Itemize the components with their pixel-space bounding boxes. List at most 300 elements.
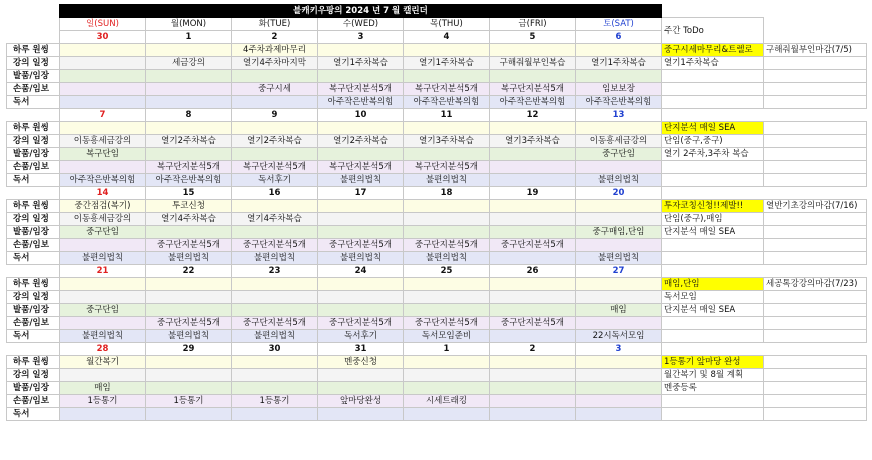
weekly-note[interactable] <box>764 382 867 395</box>
calendar-cell[interactable]: 월간복기 <box>60 356 146 369</box>
calendar-cell[interactable]: 독서모임준비 <box>404 330 490 343</box>
calendar-cell[interactable]: 4주차과제마무리 <box>232 44 318 57</box>
weekly-note[interactable] <box>764 148 867 161</box>
calendar-cell[interactable] <box>232 200 318 213</box>
calendar-cell[interactable]: 열기2주차복습 <box>146 135 232 148</box>
weekly-todo-item[interactable] <box>662 330 764 343</box>
calendar-cell[interactable] <box>490 291 576 304</box>
note-header-blank <box>764 18 867 31</box>
calendar-cell[interactable]: 열기2주차복습 <box>318 135 404 148</box>
date-cell[interactable]: 1 <box>146 31 232 44</box>
calendar-cell[interactable]: 불편의법칙 <box>146 330 232 343</box>
calendar-cell[interactable] <box>490 330 576 343</box>
activity-row <box>7 252 867 265</box>
calendar-cell[interactable]: 중구단임 <box>576 148 662 161</box>
calendar-cell[interactable] <box>404 278 490 291</box>
calendar-cell[interactable]: 중구단임 <box>60 226 146 239</box>
calendar-cell[interactable]: 중구단지분석5개 <box>318 239 404 252</box>
row-label: 독서 <box>7 96 60 109</box>
calendar-cell[interactable]: 앞마당완성 <box>318 395 404 408</box>
calendar-cell[interactable]: 중구단임 <box>60 304 146 317</box>
calendar-table <box>6 4 867 421</box>
row-label: 발품/임장 <box>7 148 60 161</box>
calendar-cell[interactable] <box>232 291 318 304</box>
weekly-note[interactable] <box>764 317 867 330</box>
calendar-cell[interactable]: 복구단지분석5개 <box>404 83 490 96</box>
calendar-cell[interactable] <box>232 382 318 395</box>
date-cell[interactable]: 11 <box>404 109 490 122</box>
row-label: 발품/임장 <box>7 304 60 317</box>
calendar-cell[interactable] <box>60 369 146 382</box>
calendar-cell[interactable]: 열기4주차복습 <box>232 213 318 226</box>
calendar-cell[interactable]: 불편의법칙 <box>576 252 662 265</box>
calendar-cell[interactable]: 중구매임,단임 <box>576 226 662 239</box>
calendar-cell[interactable] <box>490 148 576 161</box>
weekly-note[interactable] <box>764 96 867 109</box>
calendar-cell[interactable]: 중구단지분석5개 <box>146 239 232 252</box>
calendar-cell[interactable] <box>404 148 490 161</box>
weekly-note[interactable] <box>764 395 867 408</box>
calendar-cell[interactable] <box>490 174 576 187</box>
calendar-cell[interactable] <box>318 44 404 57</box>
activity-row <box>7 317 867 330</box>
calendar-cell[interactable] <box>146 408 232 421</box>
calendar-cell[interactable] <box>60 44 146 57</box>
calendar-cell[interactable]: 중구단지분석5개 <box>404 239 490 252</box>
calendar-cell[interactable] <box>576 356 662 369</box>
row-label: 하루 원씽 <box>7 122 60 135</box>
calendar-cell[interactable] <box>490 369 576 382</box>
weekly-todo-item[interactable]: 매임,단임 <box>662 278 764 291</box>
calendar-cell[interactable] <box>490 213 576 226</box>
date-cell[interactable]: 7 <box>60 109 146 122</box>
date-cell[interactable]: 24 <box>318 265 404 278</box>
calendar-cell[interactable] <box>146 122 232 135</box>
calendar-cell[interactable] <box>404 382 490 395</box>
calendar-cell[interactable] <box>60 408 146 421</box>
calendar-cell[interactable] <box>576 408 662 421</box>
calendar-cell[interactable] <box>60 239 146 252</box>
weekly-note[interactable] <box>764 356 867 369</box>
calendar-cell[interactable] <box>146 369 232 382</box>
date-cell[interactable]: 3 <box>318 31 404 44</box>
calendar-cell[interactable] <box>490 356 576 369</box>
note-blank <box>764 265 867 278</box>
title-right-blank <box>662 5 867 18</box>
calendar-cell[interactable] <box>490 252 576 265</box>
calendar-cell[interactable] <box>60 291 146 304</box>
corner-blank <box>7 5 60 18</box>
calendar-cell[interactable]: 열기1주차복습 <box>576 57 662 70</box>
calendar-cell[interactable] <box>490 408 576 421</box>
activity-row <box>7 213 867 226</box>
todo-blank <box>662 109 764 122</box>
calendar-cell[interactable] <box>576 369 662 382</box>
date-cell[interactable]: 1 <box>404 343 490 356</box>
calendar-cell[interactable]: 중구단지분석5개 <box>490 239 576 252</box>
date-cell[interactable]: 23 <box>232 265 318 278</box>
weekly-todo-item[interactable]: 멘중등록 <box>662 382 764 395</box>
date-cell[interactable]: 15 <box>146 187 232 200</box>
calendar-cell[interactable] <box>404 226 490 239</box>
calendar-cell[interactable]: 복구단지분석5개 <box>404 161 490 174</box>
note-blank <box>764 187 867 200</box>
calendar-cell[interactable] <box>146 304 232 317</box>
calendar-cell[interactable] <box>404 291 490 304</box>
calendar-cell[interactable] <box>232 369 318 382</box>
weekly-todo-item[interactable] <box>662 83 764 96</box>
row-label: 하루 원씽 <box>7 44 60 57</box>
calendar-cell[interactable]: 아주작은반복의힘 <box>490 96 576 109</box>
calendar-cell[interactable] <box>318 148 404 161</box>
calendar-cell[interactable]: 구해줘월부인복습 <box>490 57 576 70</box>
calendar-cell[interactable] <box>404 44 490 57</box>
weekly-todo-item[interactable]: 1등통기 앞마당 완성 <box>662 356 764 369</box>
date-cell[interactable]: 26 <box>490 265 576 278</box>
date-cell[interactable]: 12 <box>490 109 576 122</box>
calendar-cell[interactable]: 복구단지분석5개 <box>318 161 404 174</box>
activity-row <box>7 395 867 408</box>
calendar-cell[interactable] <box>576 291 662 304</box>
weekly-note[interactable] <box>764 161 867 174</box>
activity-row <box>7 369 867 382</box>
weekly-todo-item[interactable] <box>662 96 764 109</box>
calendar-cell[interactable]: 불편의법칙 <box>318 174 404 187</box>
calendar-cell[interactable]: 복구단지분석5개 <box>146 161 232 174</box>
calendar-cell[interactable] <box>146 356 232 369</box>
activity-row <box>7 356 867 369</box>
calendar-cell[interactable]: 복구단지분석5개 <box>490 83 576 96</box>
calendar-cell[interactable] <box>404 70 490 83</box>
date-cell[interactable]: 16 <box>232 187 318 200</box>
calendar-cell[interactable] <box>318 369 404 382</box>
calendar-cell[interactable] <box>60 57 146 70</box>
weekly-note[interactable] <box>764 70 867 83</box>
calendar-cell[interactable]: 독서후기 <box>232 174 318 187</box>
weekly-todo-item[interactable]: 단지분석 매일 SEA <box>662 122 764 135</box>
calendar-cell[interactable]: 불편의법칙 <box>576 174 662 187</box>
calendar-cell[interactable] <box>576 122 662 135</box>
date-cell[interactable]: 9 <box>232 109 318 122</box>
calendar-cell[interactable]: 아주작은반복의힘 <box>60 174 146 187</box>
calendar-cell[interactable] <box>576 44 662 57</box>
calendar-cell[interactable] <box>60 161 146 174</box>
calendar-cell[interactable] <box>60 122 146 135</box>
calendar-cell[interactable]: 열기1주차복습 <box>318 57 404 70</box>
row-label: 발품/임장 <box>7 382 60 395</box>
date-cell[interactable]: 21 <box>60 265 146 278</box>
weekly-todo-item[interactable] <box>662 252 764 265</box>
calendar-cell[interactable]: 열기3주차복습 <box>404 135 490 148</box>
weekly-todo-item[interactable] <box>662 395 764 408</box>
calendar-cell[interactable]: 불편의법칙 <box>404 174 490 187</box>
calendar-cell[interactable]: 복구단지분석5개 <box>232 161 318 174</box>
weekly-todo-item[interactable]: 투자코칭신청!!제발!! <box>662 200 764 213</box>
calendar-cell[interactable]: 아주작은반복의힘 <box>576 96 662 109</box>
calendar-cell[interactable]: 세금강의 <box>146 57 232 70</box>
date-cell[interactable]: 4 <box>404 31 490 44</box>
date-cell[interactable]: 29 <box>146 343 232 356</box>
calendar-cell[interactable] <box>146 70 232 83</box>
calendar-cell[interactable]: 불편의법칙 <box>146 252 232 265</box>
weekly-todo-item[interactable]: 단지분석 매일 SEA <box>662 226 764 239</box>
date-cell[interactable]: 25 <box>404 265 490 278</box>
weekly-todo-item[interactable] <box>662 174 764 187</box>
row-label: 발품/임장 <box>7 70 60 83</box>
calendar-cell[interactable]: 독서후기 <box>318 330 404 343</box>
calendar-cell[interactable] <box>60 317 146 330</box>
weekly-note[interactable] <box>764 135 867 148</box>
calendar-cell[interactable] <box>146 382 232 395</box>
calendar-cell[interactable] <box>576 317 662 330</box>
date-cell[interactable]: 17 <box>318 187 404 200</box>
calendar-cell[interactable]: 불편의법칙 <box>404 252 490 265</box>
calendar-cell[interactable] <box>318 226 404 239</box>
calendar-cell[interactable] <box>60 96 146 109</box>
calendar-cell[interactable] <box>146 44 232 57</box>
calendar-cell[interactable] <box>318 291 404 304</box>
calendar-cell[interactable] <box>232 70 318 83</box>
weekly-todo-item[interactable]: 단임(중구,중구) <box>662 135 764 148</box>
calendar-cell[interactable] <box>60 70 146 83</box>
calendar-cell[interactable]: 멘중신청 <box>318 356 404 369</box>
weekly-note[interactable] <box>764 304 867 317</box>
calendar-cell[interactable]: 1등통기 <box>146 395 232 408</box>
calendar-cell[interactable] <box>490 44 576 57</box>
weekly-note[interactable] <box>764 57 867 70</box>
weekly-note[interactable] <box>764 174 867 187</box>
calendar-cell[interactable] <box>232 278 318 291</box>
calendar-cell[interactable]: 중구단지분석5개 <box>404 317 490 330</box>
calendar-cell[interactable] <box>318 70 404 83</box>
calendar-cell[interactable] <box>146 96 232 109</box>
calendar-cell[interactable] <box>146 83 232 96</box>
weekly-todo-item[interactable] <box>662 239 764 252</box>
calendar-cell[interactable] <box>318 382 404 395</box>
activity-row <box>7 83 867 96</box>
calendar-cell[interactable] <box>404 213 490 226</box>
calendar-cell[interactable]: 불편의법칙 <box>60 330 146 343</box>
calendar-cell[interactable]: 열기4주차복습 <box>146 213 232 226</box>
calendar-cell[interactable] <box>576 395 662 408</box>
weekly-note[interactable] <box>764 213 867 226</box>
weekly-note[interactable] <box>764 408 867 421</box>
calendar-cell[interactable] <box>576 382 662 395</box>
date-cell[interactable]: 2 <box>232 31 318 44</box>
calendar-cell[interactable]: 아주작은반복의힘 <box>318 96 404 109</box>
calendar-cell[interactable]: 중구단지분석5개 <box>490 317 576 330</box>
calendar-cell[interactable] <box>232 356 318 369</box>
calendar-cell[interactable] <box>146 148 232 161</box>
weekly-todo-item[interactable] <box>662 70 764 83</box>
calendar-cell[interactable]: 1등통기 <box>232 395 318 408</box>
calendar-cell[interactable] <box>404 369 490 382</box>
calendar-cell[interactable] <box>404 408 490 421</box>
weekly-note[interactable] <box>764 330 867 343</box>
calendar-cell[interactable] <box>232 304 318 317</box>
calendar-cell[interactable] <box>576 213 662 226</box>
calendar-cell[interactable]: 불편의법칙 <box>318 252 404 265</box>
calendar-cell[interactable]: 열기2주차복습 <box>232 135 318 148</box>
weekly-todo-item[interactable]: 월간복기 및 8월 계획 <box>662 369 764 382</box>
date-cell[interactable]: 18 <box>404 187 490 200</box>
calendar-cell[interactable] <box>404 304 490 317</box>
calendar-cell[interactable]: 복구단지분석5개 <box>318 83 404 96</box>
date-cell[interactable]: 6 <box>576 31 662 44</box>
weekly-note[interactable] <box>764 291 867 304</box>
activity-row <box>7 304 867 317</box>
weekly-todo-item[interactable]: 열기1주차복습 <box>662 57 764 70</box>
weekly-todo-item[interactable] <box>662 161 764 174</box>
calendar-cell[interactable] <box>490 122 576 135</box>
weekly-note[interactable] <box>764 252 867 265</box>
calendar-cell[interactable] <box>490 226 576 239</box>
calendar-cell[interactable] <box>232 148 318 161</box>
calendar-cell[interactable]: 이동흥세금강의 <box>576 135 662 148</box>
weekly-todo-item[interactable] <box>662 317 764 330</box>
weekly-todo-item[interactable]: 독서모임 <box>662 291 764 304</box>
calendar-cell[interactable] <box>404 200 490 213</box>
calendar-cell[interactable] <box>318 408 404 421</box>
calendar-cell[interactable] <box>490 278 576 291</box>
calendar-cell[interactable]: 열기1주차복습 <box>404 57 490 70</box>
weekly-todo-item[interactable]: 열기 2주차,3주차 복습 <box>662 148 764 161</box>
calendar-cell[interactable] <box>404 356 490 369</box>
weekly-note[interactable] <box>764 239 867 252</box>
activity-row <box>7 200 867 213</box>
activity-row <box>7 239 867 252</box>
date-cell[interactable]: 22 <box>146 265 232 278</box>
calendar-cell[interactable] <box>318 304 404 317</box>
calendar-cell[interactable]: 이동흥세금강의 <box>60 213 146 226</box>
date-cell[interactable]: 27 <box>576 265 662 278</box>
calendar-cell[interactable]: 시세트래킹 <box>404 395 490 408</box>
calendar-cell[interactable] <box>576 239 662 252</box>
day-header: 목(THU) <box>404 18 490 31</box>
activity-row <box>7 408 867 421</box>
calendar-cell[interactable] <box>404 122 490 135</box>
calendar-cell[interactable] <box>146 291 232 304</box>
calendar-cell[interactable] <box>576 70 662 83</box>
weekly-note[interactable] <box>764 122 867 135</box>
calendar-cell[interactable]: 투코신청 <box>146 200 232 213</box>
row-label: 손품/임보 <box>7 317 60 330</box>
date-cell[interactable]: 3 <box>576 343 662 356</box>
calendar-cell[interactable]: 중구단지분석5개 <box>232 239 318 252</box>
date-cell[interactable]: 13 <box>576 109 662 122</box>
calendar-cell[interactable] <box>232 408 318 421</box>
calendar-cell[interactable]: 중구단지분석5개 <box>318 317 404 330</box>
date-cell[interactable]: 14 <box>60 187 146 200</box>
calendar-cell[interactable] <box>232 226 318 239</box>
date-cell[interactable]: 2 <box>490 343 576 356</box>
calendar-cell[interactable] <box>146 226 232 239</box>
calendar-cell[interactable]: 매임 <box>60 382 146 395</box>
day-header: 금(FRI) <box>490 18 576 31</box>
date-cell[interactable]: 10 <box>318 109 404 122</box>
activity-row <box>7 382 867 395</box>
weekly-todo-item[interactable]: 단임(중구),매임 <box>662 213 764 226</box>
calendar-cell[interactable]: 이동흥세금강의 <box>60 135 146 148</box>
calendar-cell[interactable] <box>490 70 576 83</box>
calendar-cell[interactable] <box>490 395 576 408</box>
calendar-cell[interactable] <box>490 200 576 213</box>
calendar-cell[interactable] <box>232 96 318 109</box>
calendar-cell[interactable]: 열기3주차복습 <box>490 135 576 148</box>
calendar-cell[interactable] <box>576 278 662 291</box>
calendar-cell[interactable] <box>576 161 662 174</box>
calendar-cell[interactable]: 열기4주차마지막 <box>232 57 318 70</box>
calendar-cell[interactable] <box>318 213 404 226</box>
weekly-todo-item[interactable]: 단지분석 매일 SEA <box>662 304 764 317</box>
calendar-cell[interactable]: 아주작은반복의힘 <box>146 174 232 187</box>
calendar-cell[interactable]: 1등통기 <box>60 395 146 408</box>
row-label: 강의 일정 <box>7 57 60 70</box>
date-cell[interactable]: 31 <box>318 343 404 356</box>
calendar-cell[interactable]: 불편의법칙 <box>232 330 318 343</box>
calendar-cell[interactable] <box>232 122 318 135</box>
weekly-note[interactable]: 세공톡강강의마감(7/23) <box>764 278 867 291</box>
calendar-cell[interactable]: 22시독서모임 <box>576 330 662 343</box>
date-cell[interactable]: 28 <box>60 343 146 356</box>
calendar-cell[interactable] <box>60 278 146 291</box>
row-label: 강의 일정 <box>7 291 60 304</box>
row-label: 손품/임보 <box>7 239 60 252</box>
calendar-cell[interactable] <box>60 83 146 96</box>
calendar-cell[interactable]: 임보보장 <box>576 83 662 96</box>
calendar-cell[interactable] <box>146 278 232 291</box>
activity-row <box>7 122 867 135</box>
date-cell[interactable]: 5 <box>490 31 576 44</box>
calendar-cell[interactable]: 매임 <box>576 304 662 317</box>
weekly-note[interactable] <box>764 83 867 96</box>
calendar-cell[interactable] <box>318 278 404 291</box>
weekly-note[interactable]: 열반기초강의마감(7/16) <box>764 200 867 213</box>
date-cell[interactable]: 20 <box>576 187 662 200</box>
weekly-note[interactable]: 구해줘월부인마감(7/5) <box>764 44 867 57</box>
row-label: 강의 일정 <box>7 369 60 382</box>
calendar-cell[interactable] <box>490 382 576 395</box>
calendar-cell[interactable]: 중구단지분석5개 <box>146 317 232 330</box>
calendar-cell[interactable] <box>576 200 662 213</box>
calendar-cell[interactable]: 복구단임 <box>60 148 146 161</box>
weekly-note[interactable] <box>764 369 867 382</box>
date-cell[interactable]: 30 <box>232 343 318 356</box>
weekly-note[interactable] <box>764 226 867 239</box>
activity-row <box>7 57 867 70</box>
weekly-todo-item[interactable]: 중구시세마무리&트렐로 <box>662 44 764 57</box>
date-cell[interactable]: 30 <box>60 31 146 44</box>
day-header: 일(SUN) <box>60 18 146 31</box>
activity-row <box>7 174 867 187</box>
calendar-cell[interactable] <box>318 200 404 213</box>
calendar-cell[interactable]: 중구시세 <box>232 83 318 96</box>
calendar-cell[interactable]: 불편의법칙 <box>60 252 146 265</box>
date-cell[interactable]: 19 <box>490 187 576 200</box>
calendar-cell[interactable]: 중구단지분석5개 <box>232 317 318 330</box>
calendar-cell[interactable]: 중간점검(복기) <box>60 200 146 213</box>
calendar-cell[interactable] <box>318 122 404 135</box>
calendar-cell[interactable]: 아주작은반복의힘 <box>404 96 490 109</box>
calendar-cell[interactable]: 불편의법칙 <box>232 252 318 265</box>
todo-blank <box>662 265 764 278</box>
calendar-cell[interactable] <box>490 304 576 317</box>
date-cell[interactable]: 8 <box>146 109 232 122</box>
calendar-cell[interactable] <box>490 161 576 174</box>
weekly-todo-item[interactable] <box>662 408 764 421</box>
activity-row <box>7 226 867 239</box>
week-date-row <box>7 343 867 356</box>
